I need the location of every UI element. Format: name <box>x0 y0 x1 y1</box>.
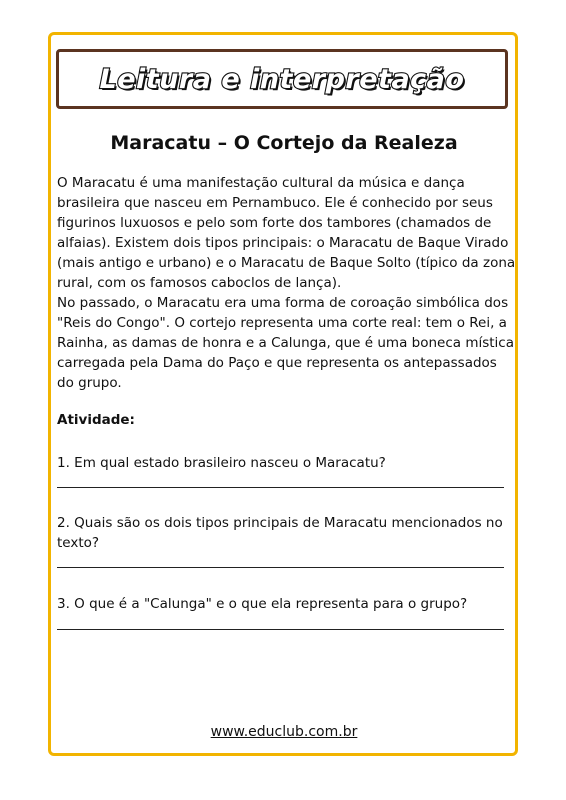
question-1: 1. Em qual estado brasileiro nasceu o Maracatu? <box>57 455 386 471</box>
question-2: 2. Quais são os dois tipos principais de Maracatu mencionados no texto? <box>57 515 503 551</box>
page-title: Leitura e interpretação <box>99 63 465 95</box>
article-heading: Maracatu – O Cortejo da Realeza <box>110 132 458 154</box>
question-3: 3. O que é a "Calunga" e o que ela representa para o grupo? <box>57 596 468 612</box>
article-paragraph: No passado, o Maracatu era uma forma de coroação simbólica dos "Reis do Congo". O cortejo representa uma corte real: tem o Rei, a Rainha, as damas de honra e a Calunga, que é uma boneca mística carregada pela Dama do Paço e que representa os antepassados do grupo. <box>57 295 515 391</box>
answer-line-3[interactable] <box>57 629 504 630</box>
activity-label: Atividade: <box>57 412 135 428</box>
answer-line-1[interactable] <box>57 487 504 488</box>
footer-website-link[interactable]: www.educlub.com.br <box>210 724 358 740</box>
article-body <box>57 173 517 393</box>
article-paragraph: O Maracatu é uma manifestação cultural da música e dança brasileira que nasceu em Pernambuco. Ele é conhecido por seus figurinos luxuosos e pelo som forte dos tambores (chamados de alfaias). Existem dois tipos principais: o Maracatu de Baque Virado (mais antigo e urbano) e o Maracatu de Baque Solto (típico da zona rural, com os famosos caboclos de lança). <box>57 175 516 291</box>
answer-line-2[interactable] <box>57 567 504 568</box>
title-banner <box>56 49 508 109</box>
